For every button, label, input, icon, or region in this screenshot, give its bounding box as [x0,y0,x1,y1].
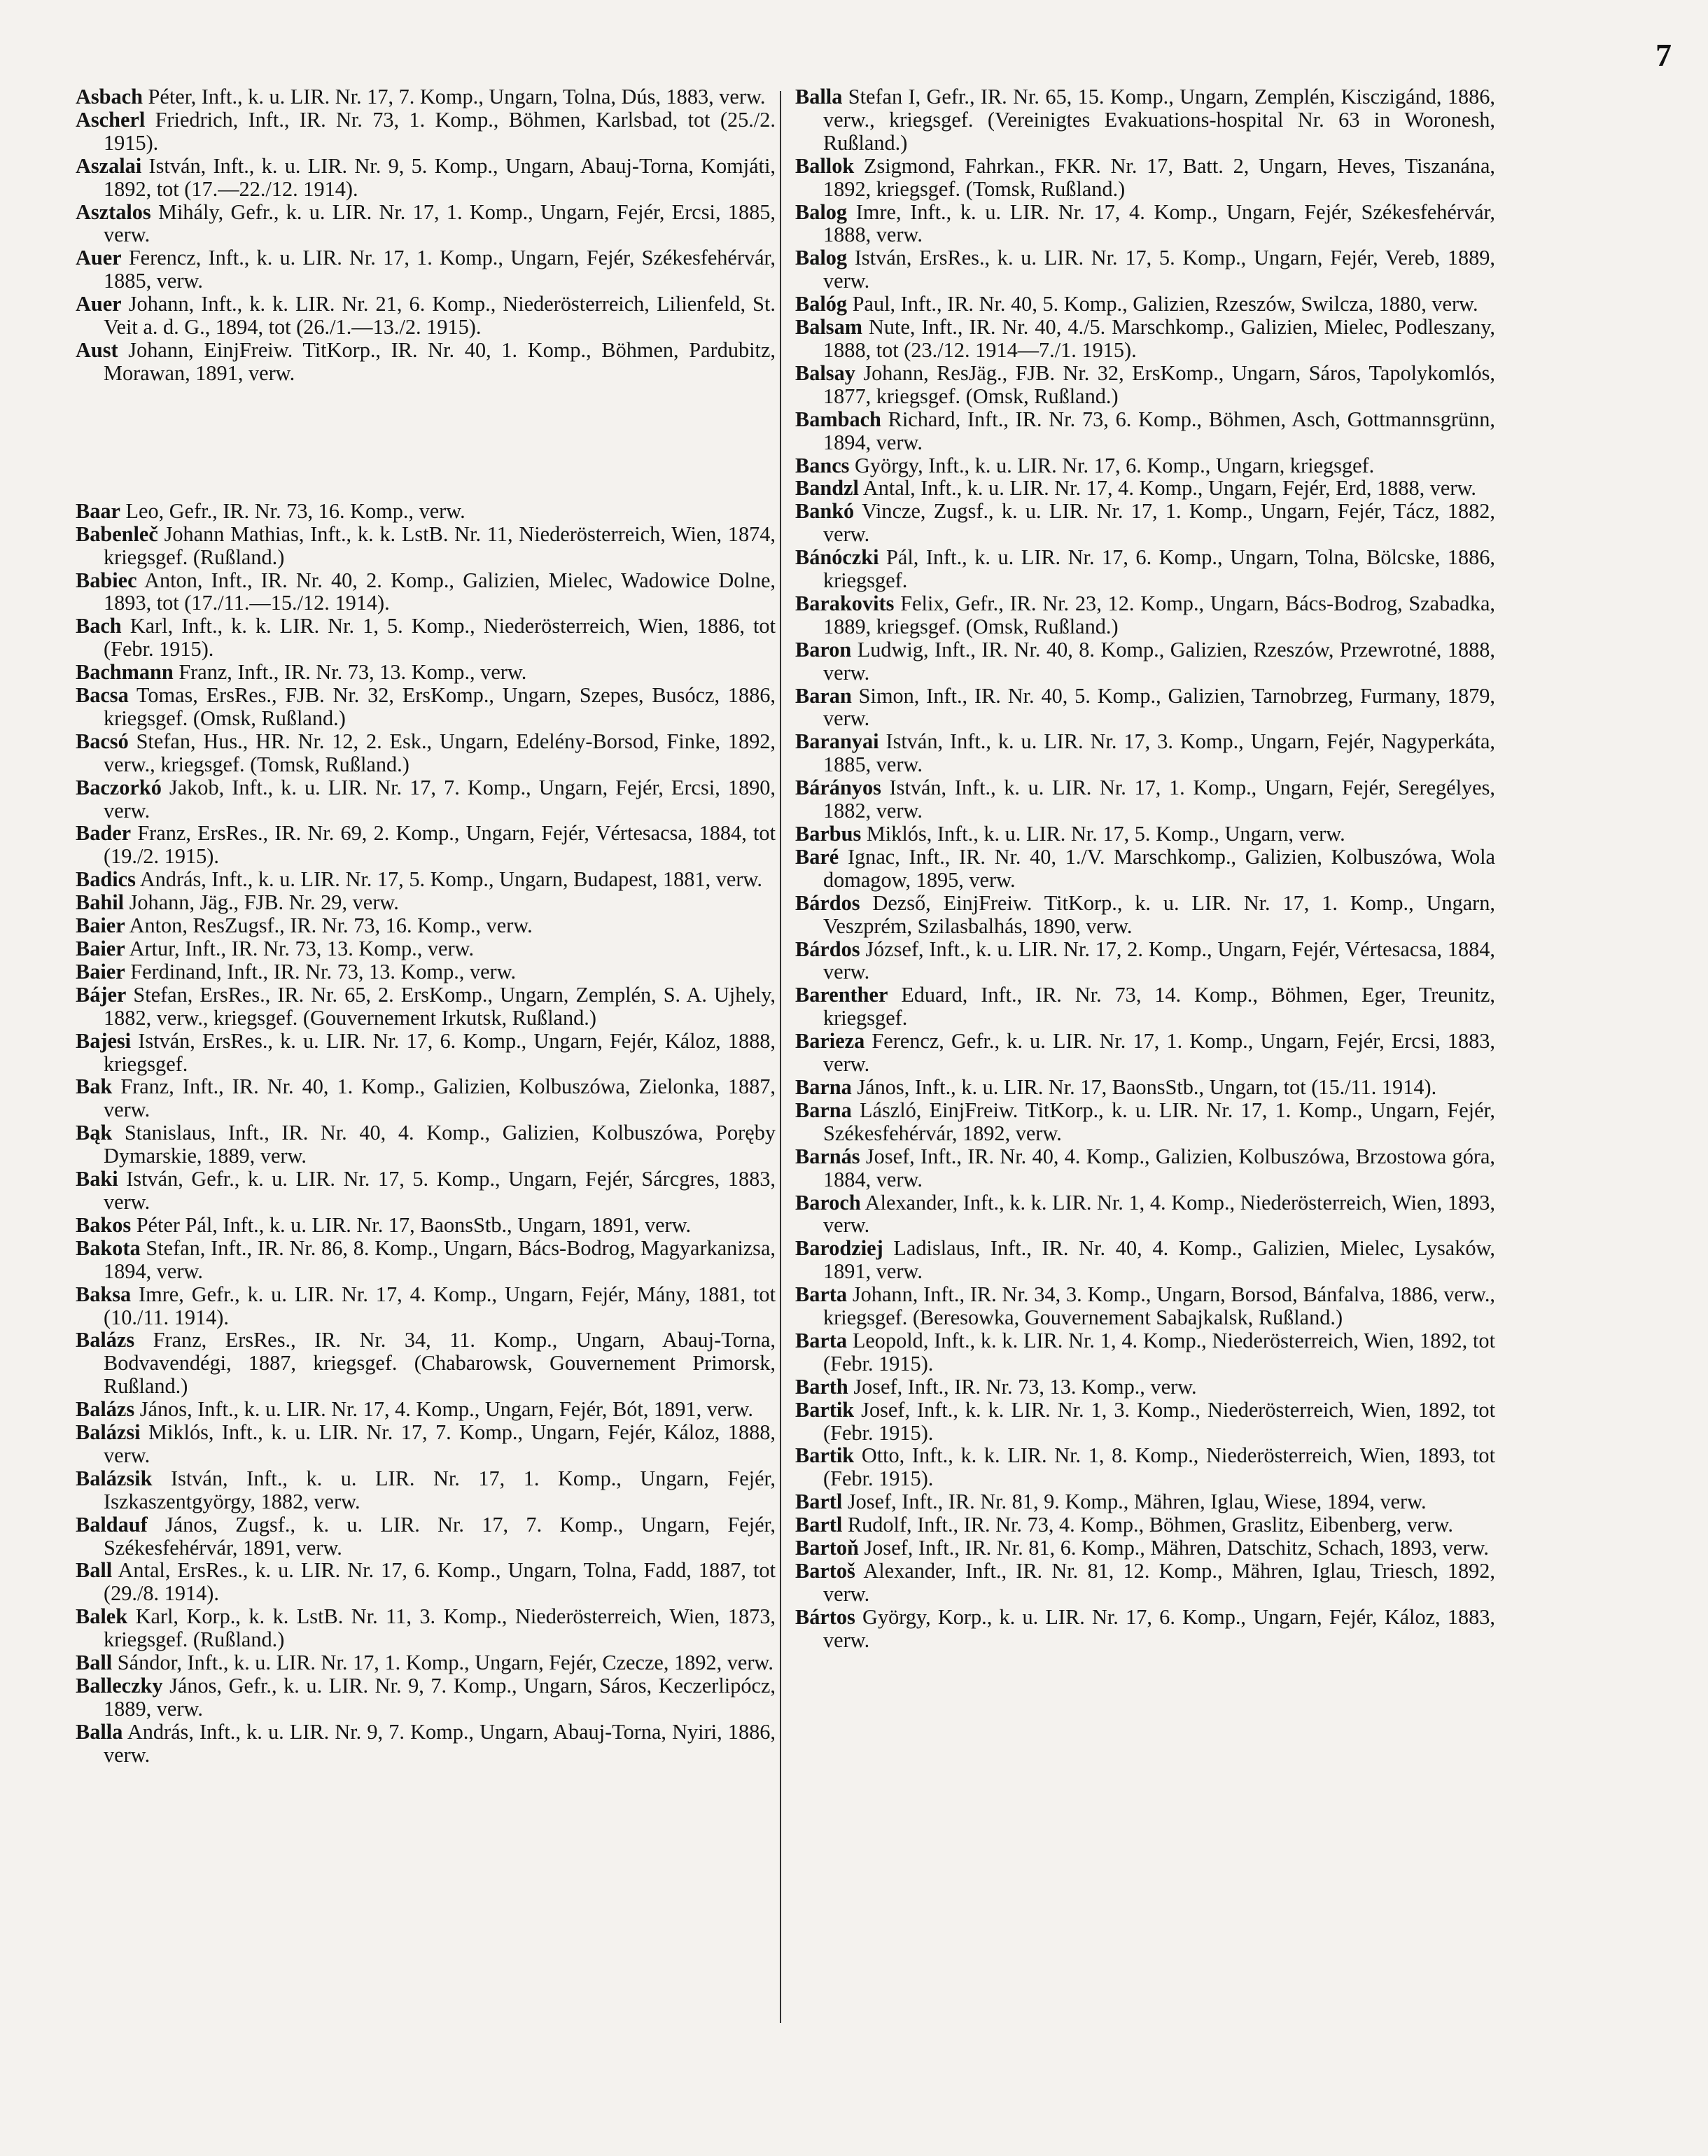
section-gap [76,385,776,500]
entry-details: Ferencz, Inft., k. u. LIR. Nr. 17, 1. Komp., Ungarn, Fejér, Székesfehérvár, 1885, verw. [104,246,776,293]
entry-surname: Bandzl [795,476,859,500]
entry-surname: Baier [76,959,125,983]
entry [76,1030,776,1076]
entry-surname: Barta [795,1328,848,1352]
entry-surname: Baczorkó [76,775,162,799]
right-column [795,85,1495,1652]
entry [76,1651,776,1674]
entry-details: Dezső, EinjFreiw. TitKorp., k. u. LIR. Nr. 17, 1. Komp., Ungarn, Veszprém, Szilasbalhás, 1890, verw. [823,890,1495,938]
entry [76,1214,776,1237]
entry-surname: Bárdos [795,890,860,915]
entry-surname: Bárányos [795,776,881,800]
entry-details: István, Inft., k. u. LIR. Nr. 9, 5. Komp., Ungarn, Abauj-Torna, Komjáti, 1892, tot (17.—22./12. 1914). [104,153,776,201]
entry-surname: Babiec [76,568,137,592]
entry-surname: Bartl [795,1513,843,1537]
entry-details: Antal, Inft., k. u. LIR. Nr. 17, 4. Komp., Ungarn, Fejér, Erd, 1888, verw. [858,476,1476,500]
entry-surname: Auer [76,292,122,316]
entry-list-b [76,500,776,1767]
entry-surname: Bakos [76,1212,132,1237]
entry [795,1237,1495,1283]
entry-details: András, Inft., k. u. LIR. Nr. 9, 7. Komp., Ungarn, Abauj-Torna, Nyiri, 1886, verw. [104,1719,776,1767]
entry-surname: Bartoň [795,1536,859,1560]
entry-surname: Bąk [76,1121,113,1145]
entry-surname: Aust [76,337,118,362]
entry-details: Paul, Inft., IR. Nr. 40, 5. Komp., Galizien, Rzeszów, Swilcza, 1880, verw. [847,292,1478,316]
entry-details: János, Inft., k. u. LIR. Nr. 17, 4. Komp., Ungarn, Fejér, Bót, 1891, verw. [134,1397,753,1422]
entry-surname: Bajesi [76,1028,132,1053]
entry-surname: Bartl [795,1490,843,1514]
entry-details: Miklós, Inft., k. u. LIR. Nr. 17, 5. Komp., Ungarn, verw. [861,822,1345,846]
entry [76,339,776,385]
entry-surname: Barieza [795,1029,865,1054]
entry-details: József, Inft., k. u. LIR. Nr. 17, 2. Komp., Ungarn, Fejér, Vértesacsa, 1884, verw. [823,937,1495,984]
entry-details: Johann, Inft., k. k. LIR. Nr. 21, 6. Komp., Niederösterreich, Lilienfeld, St. Veit a. d. G., 1894, tot (26./1.—13./2. 1915). [104,292,776,340]
entry [76,776,776,822]
entry [795,201,1495,247]
entry-surname: Bankó [795,499,855,524]
entry-details: János, Zugsf., k. u. LIR. Nr. 17, 7. Komp., Ungarn, Fejér, Székesfehérvár, 1891, verw. [104,1512,776,1560]
entry [76,937,776,960]
entry-details: Artur, Inft., IR. Nr. 73, 13. Komp., verw. [125,937,475,960]
entry [795,846,1495,892]
entry [795,500,1495,546]
entry-surname: Bancs [795,453,850,477]
entry-details: Stanislaus, Inft., IR. Nr. 40, 4. Komp., Galizien, Kolbuszówa, Poręby Dymarskie, 1889, verw. [104,1121,776,1168]
entry [76,201,776,247]
page-number: 7 [1656,37,1672,73]
entry [795,776,1495,822]
entry [795,730,1495,776]
entry-surname: Balla [795,85,843,108]
entry-surname: Barenther [795,983,888,1007]
entry [76,1559,776,1605]
entry-surname: Balázsi [76,1420,141,1445]
entry-surname: Baran [795,683,852,708]
entry-surname: Bader [76,821,132,846]
entry-details: Franz, Inft., IR. Nr. 40, 1. Komp., Galizien, Kolbuszówa, Zielonka, 1887, verw. [104,1074,776,1122]
entry [76,1467,776,1513]
entry [76,1329,776,1398]
entry [795,316,1495,362]
entry [76,1605,776,1651]
entry-details: Felix, Gefr., IR. Nr. 23, 12. Komp., Ungarn, Bács-Bodrog, Szabadka, 1889, kriegsgef. (Omsk, Rußland.) [823,591,1495,638]
entry [795,1490,1495,1513]
entry-surname: Bártos [795,1604,855,1629]
entry [795,1513,1495,1536]
entry [795,938,1495,984]
entry-details: Josef, Inft., k. k. LIR. Nr. 1, 3. Komp., Niederösterreich, Wien, 1892, tot (Febr. 1915). [823,1397,1495,1445]
entry [76,1421,776,1467]
entry-surname: Bánóczki [795,545,879,570]
entry [76,155,776,201]
entry [795,1191,1495,1238]
entry-details: Johann, EinjFreiw. TitKorp., IR. Nr. 40, 1. Komp., Böhmen, Pardubitz, Morawan, 1891, verw. [104,337,776,385]
entry-details: Stefan, Hus., HR. Nr. 12, 2. Esk., Ungarn, Edelény-Borsod, Finke, 1892, verw., kriegsgef. (Tomsk, Rußland.) [104,729,776,776]
entry [795,638,1495,685]
entry [76,500,776,523]
entry-details: Leopold, Inft., k. k. LIR. Nr. 1, 4. Komp., Niederösterreich, Wien, 1892, tot (Febr. 1915). [823,1328,1495,1376]
entry [76,891,776,914]
entry [76,1168,776,1214]
entry-surname: Balázs [76,1397,135,1422]
entry-surname: Ball [76,1651,113,1675]
entry-surname: Balsay [795,360,855,385]
entry-details: Vincze, Zugsf., k. u. LIR. Nr. 17, 1. Komp., Ungarn, Fejér, Tácz, 1882, verw. [823,499,1495,547]
entry-surname: Baar [76,498,120,523]
entry-surname: Babenleč [76,522,158,546]
entry-list-right [795,85,1495,1652]
entry-list-a [76,85,776,385]
entry [76,569,776,615]
entry-surname: Barnás [795,1144,860,1168]
entry-details: Eduard, Inft., IR. Nr. 73, 14. Komp., Böhmen, Eger, Treunitz, kriegsgef. [823,983,1495,1030]
entry-details: László, EinjFreiw. TitKorp., k. u. LIR. Nr. 17, 1. Komp., Ungarn, Fejér, Székesfehérvár, 1892, verw. [823,1098,1495,1145]
entry-details: Anton, ResZugsf., IR. Nr. 73, 16. Komp., verw. [125,913,533,938]
entry [795,983,1495,1030]
entry-details: Ignac, Inft., IR. Nr. 40, 1./V. Marschkomp., Galizien, Kolbuszówa, Wola domagow, 1895, verw. [823,844,1495,892]
entry-surname: Auer [76,246,122,270]
entry [76,1121,776,1168]
entry [76,1075,776,1121]
entry-details: Karl, Inft., k. k. LIR. Nr. 1, 5. Komp., Niederösterreich, Wien, 1886, tot (Febr. 1915). [104,614,776,662]
entry [76,1513,776,1560]
entry-details: Stefan, Inft., IR. Nr. 86, 8. Komp., Ungarn, Bács-Bodrog, Magyarkanizsa, 1894, verw. [104,1236,776,1283]
entry-details: Zsigmond, Fahrkan., FKR. Nr. 17, Batt. 2, Ungarn, Heves, Tiszanána, 1892, kriegsgef. (Tomsk, Rußland.) [823,153,1495,201]
entry [76,684,776,730]
entry [795,85,1495,155]
entry [795,362,1495,408]
entry [76,615,776,661]
entry-details: Franz, ErsRes., IR. Nr. 34, 11. Komp., Ungarn, Abauj-Torna, Bodvavendégi, 1887, kriegsgef. (Chabarowsk, Gouvernement Primorsk, Rußland.) [104,1328,776,1399]
entry [795,1030,1495,1076]
entry [76,108,776,155]
entry [76,661,776,684]
entry-surname: Barna [795,1098,852,1122]
entry-details: Johann, Jäg., FJB. Nr. 29, verw. [124,890,399,915]
entry-details: Jakob, Inft., k. u. LIR. Nr. 17, 7. Komp., Ungarn, Fejér, Ercsi, 1890, verw. [104,775,776,822]
entry [795,1076,1495,1099]
entry-details: Simon, Inft., IR. Nr. 40, 5. Komp., Galizien, Tarnobrzeg, Furmany, 1879, verw. [823,683,1495,731]
entry [76,983,776,1030]
entry [795,293,1495,316]
entry-details: István, Inft., k. u. LIR. Nr. 17, 1. Komp., Ungarn, Fejér, Seregélyes, 1882, verw. [823,776,1495,823]
entry-details: Josef, Inft., IR. Nr. 73, 13. Komp., verw. [848,1374,1197,1399]
entry-details: Johann, Inft., IR. Nr. 34, 3. Komp., Ungarn, Borsod, Bánfalva, 1886, verw., kriegsgef. (Beresowka, Gouvernement Sabajkalsk, Rußland.) [823,1282,1495,1330]
entry [795,454,1495,477]
entry-details: Josef, Inft., IR. Nr. 40, 4. Komp., Galizien, Kolbuszówa, Brzostowa góra, 1884, verw. [823,1144,1495,1191]
entry-surname: Bárdos [795,937,860,961]
entry [76,822,776,868]
entry-details: György, Korp., k. u. LIR. Nr. 17, 6. Komp., Ungarn, Fejér, Káloz, 1883, verw. [823,1604,1495,1652]
entry-details: Alexander, Inft., IR. Nr. 81, 12. Komp., Mähren, Iglau, Triesch, 1892, verw. [823,1559,1495,1606]
entry [795,1145,1495,1191]
entry-surname: Bájer [76,982,127,1007]
entry-surname: Baron [795,637,852,662]
entry [795,1560,1495,1606]
entry [795,1283,1495,1329]
entry [76,1283,776,1329]
entry [76,1237,776,1283]
entry-surname: Ball [76,1558,113,1583]
entry-surname: Badics [76,867,136,892]
entry-surname: Baldauf [76,1512,148,1536]
entry-details: Imre, Gefr., k. u. LIR. Nr. 17, 4. Komp., Ungarn, Fejér, Mány, 1881, tot (10./11. 1914). [104,1282,776,1329]
entry-surname: Asztalos [76,200,151,224]
entry-surname: Baksa [76,1282,132,1306]
entry-surname: Balog [795,200,848,224]
entry-details: Otto, Inft., k. k. LIR. Nr. 1, 8. Komp., Niederösterreich, Wien, 1893, tot (Febr. 1915). [823,1443,1495,1491]
entry [76,960,776,983]
entry-details: Ferencz, Gefr., k. u. LIR. Nr. 17, 1. Komp., Ungarn, Fejér, Ercsi, 1883, verw. [823,1029,1495,1077]
entry-surname: Barodziej [795,1236,883,1261]
entry-surname: Ascherl [76,107,146,132]
entry-details: Johann, ResJäg., FJB. Nr. 32, ErsKomp., Ungarn, Sáros, Tapolykomlós, 1877, kriegsgef. (Omsk, Rußland.) [823,360,1495,408]
entry [76,246,776,293]
entry [795,408,1495,454]
entry-surname: Baranyai [795,729,879,754]
entry-surname: Bakota [76,1236,141,1260]
entry [76,1398,776,1421]
entry-surname: Bach [76,614,122,638]
entry-surname: Bartoš [795,1559,855,1583]
entry-surname: Bartik [795,1397,855,1422]
entry-details: Tomas, ErsRes., FJB. Nr. 32, ErsKomp., Ungarn, Szepes, Busócz, 1886, kriegsgef. (Omsk, Rußland.) [104,683,776,730]
entry-details: Friedrich, Inft., IR. Nr. 73, 1. Komp., Böhmen, Karlsbad, tot (25./2. 1915). [104,107,776,155]
entry-surname: Balázs [76,1328,135,1352]
entry-details: Antal, ErsRes., k. u. LIR. Nr. 17, 6. Komp., Ungarn, Tolna, Fadd, 1887, tot (29./8. 1914). [104,1558,776,1606]
entry-surname: Bak [76,1074,113,1099]
entry-details: Karl, Korp., k. k. LstB. Nr. 11, 3. Komp., Niederösterreich, Wien, 1873, kriegsgef. (Rußland.) [104,1604,776,1652]
entry-details: Nute, Inft., IR. Nr. 40, 4./5. Marschkomp., Galizien, Mielec, Podleszany, 1888, tot (23./12. 1914—7./1. 1915). [823,315,1495,362]
entry-details: Johann Mathias, Inft., k. k. LstB. Nr. 11, Niederösterreich, Wien, 1874, kriegsgef. (Rußland.) [104,522,776,569]
entry-surname: Balóg [795,292,848,316]
entry [795,1536,1495,1560]
entry-surname: Balek [76,1604,128,1629]
entry [795,1399,1495,1445]
entry-surname: Balleczky [76,1674,163,1698]
entry-surname: Barakovits [795,591,895,615]
entry [76,293,776,339]
entry-surname: Baré [795,844,839,869]
entry-details: István, ErsRes., k. u. LIR. Nr. 17, 6. Komp., Ungarn, Fejér, Káloz, 1888, kriegsgef. [104,1028,776,1076]
entry-details: Anton, Inft., IR. Nr. 40, 2. Komp., Galizien, Mielec, Wadowice Dolne, 1893, tot (17./11.—15./12. 1914). [104,568,776,615]
entry-details: Alexander, Inft., k. k. LIR. Nr. 1, 4. Komp., Niederösterreich, Wien, 1893, verw. [823,1190,1495,1238]
entry-details: András, Inft., k. u. LIR. Nr. 17, 5. Komp., Ungarn, Budapest, 1881, verw. [135,867,762,892]
entry-surname: Baier [76,937,125,960]
entry-details: Stefan I, Gefr., IR. Nr. 65, 15. Komp., Ungarn, Zemplén, Kisczigánd, 1886, verw., kriegsgef. (Vereinigtes Evakuations-hospital Nr. 63 in Woronesh, Rußland.) [823,85,1495,155]
column-divider [780,91,781,2023]
entry-details: Miklós, Inft., k. u. LIR. Nr. 17, 7. Komp., Ungarn, Fejér, Káloz, 1888, verw. [104,1420,776,1467]
entry-surname: Bacsa [76,683,129,708]
entry [795,477,1495,500]
entry-surname: Baki [76,1167,118,1191]
entry-details: Péter Pál, Inft., k. u. LIR. Nr. 17, BaonsStb., Ungarn, 1891, verw. [131,1212,692,1237]
entry-details: Ladislaus, Inft., IR. Nr. 40, 4. Komp., Galizien, Mielec, Lysaków, 1891, verw. [823,1236,1495,1284]
entry-surname: Bahil [76,890,125,915]
entry [76,85,776,108]
entry-details: Stefan, ErsRes., IR. Nr. 65, 2. ErsKomp., Ungarn, Zemplén, S. A. Ujhely, 1882, verw., kriegsgef. (Gouvernement Irkutsk, Rußland.) [104,982,776,1030]
entry [795,892,1495,938]
entry-details: Rudolf, Inft., IR. Nr. 73, 4. Komp., Böhmen, Graslitz, Eibenberg, verw. [842,1513,1453,1537]
entry-surname: Barta [795,1282,848,1307]
entry-details: Péter, Inft., k. u. LIR. Nr. 17, 7. Komp., Ungarn, Tolna, Dús, 1883, verw. [142,85,766,108]
entry-surname: Balog [795,246,848,270]
entry-surname: Bartik [795,1443,855,1468]
entry-details: János, Gefr., k. u. LIR. Nr. 9, 7. Komp., Ungarn, Sáros, Keczerlipócz, 1889, verw. [104,1674,776,1721]
entry [795,1329,1495,1376]
entry-details: György, Inft., k. u. LIR. Nr. 17, 6. Komp., Ungarn, kriegsgef. [849,453,1375,477]
entry-surname: Bacsó [76,729,129,753]
entry-details: Josef, Inft., IR. Nr. 81, 9. Komp., Mähren, Iglau, Wiese, 1894, verw. [842,1490,1427,1514]
entry-surname: Balsam [795,315,862,340]
entry-details: István, Inft., k. u. LIR. Nr. 17, 3. Komp., Ungarn, Fejér, Nagyperkáta, 1885, verw. [823,729,1495,777]
entry-details: Richard, Inft., IR. Nr. 73, 6. Komp., Böhmen, Asch, Gottmannsgrünn, 1894, verw. [823,407,1495,454]
entry [795,546,1495,592]
entry-surname: Balázsik [76,1466,153,1490]
entry-details: Leo, Gefr., IR. Nr. 73, 16. Komp., verw. [120,498,465,523]
left-column [76,85,776,1767]
entry-details: Pál, Inft., k. u. LIR. Nr. 17, 6. Komp., Ungarn, Tolna, Bölcske, 1886, kriegsgef. [823,545,1495,593]
entry-details: Sándor, Inft., k. u. LIR. Nr. 17, 1. Komp., Ungarn, Fejér, Czecze, 1892, verw. [112,1651,774,1675]
entry [76,868,776,891]
entry-surname: Barbus [795,822,862,846]
entry-details: Ferdinand, Inft., IR. Nr. 73, 13. Komp., verw. [125,959,517,983]
entry-details: István, Gefr., k. u. LIR. Nr. 17, 5. Komp., Ungarn, Fejér, Sárcgres, 1883, verw. [104,1167,776,1214]
entry-surname: Baier [76,913,125,938]
entry [795,1099,1495,1145]
entry-details: János, Inft., k. u. LIR. Nr. 17, BaonsStb., Ungarn, tot (15./11. 1914). [851,1074,1437,1099]
entry-details: Imre, Inft., k. u. LIR. Nr. 17, 4. Komp., Ungarn, Fejér, Székesfehérvár, 1888, verw. [823,200,1495,247]
entry [76,523,776,569]
entry [795,822,1495,846]
entry [795,685,1495,731]
entry [76,1721,776,1767]
entry-surname: Bambach [795,407,881,431]
entry [76,1674,776,1721]
entry [76,914,776,937]
entry-details: Josef, Inft., IR. Nr. 81, 6. Komp., Mähren, Datschitz, Schach, 1893, verw. [858,1536,1489,1560]
entry-surname: Asbach [76,85,143,108]
entry-details: Ludwig, Inft., IR. Nr. 40, 8. Komp., Galizien, Rzeszów, Przewrotné, 1888, verw. [823,637,1495,685]
entry [795,246,1495,293]
entry [795,592,1495,638]
entry [795,1444,1495,1490]
entry-surname: Aszalai [76,153,142,178]
entry-surname: Barna [795,1074,852,1099]
entry-surname: Baroch [795,1190,861,1214]
entry [795,1376,1495,1399]
entry [795,155,1495,201]
entry [76,730,776,776]
entry-details: Franz, Inft., IR. Nr. 73, 13. Komp., verw. [173,660,527,685]
entry-details: Mihály, Gefr., k. u. LIR. Nr. 17, 1. Komp., Ungarn, Fejér, Ercsi, 1885, verw. [104,200,776,247]
entry-surname: Barth [795,1374,848,1399]
entry-details: István, Inft., k. u. LIR. Nr. 17, 1. Komp., Ungarn, Fejér, Iszkaszentgyörgy, 1882, verw. [104,1466,776,1513]
entry [795,1606,1495,1652]
entry-surname: Bachmann [76,660,174,685]
entry-surname: Ballok [795,153,855,178]
entry-surname: Balla [76,1719,123,1744]
entry-details: Franz, ErsRes., IR. Nr. 69, 2. Komp., Ungarn, Fejér, Vértesacsa, 1884, tot (19./2. 1915). [104,821,776,869]
entry-details: István, ErsRes., k. u. LIR. Nr. 17, 5. Komp., Ungarn, Fejér, Vereb, 1889, verw. [823,246,1495,293]
